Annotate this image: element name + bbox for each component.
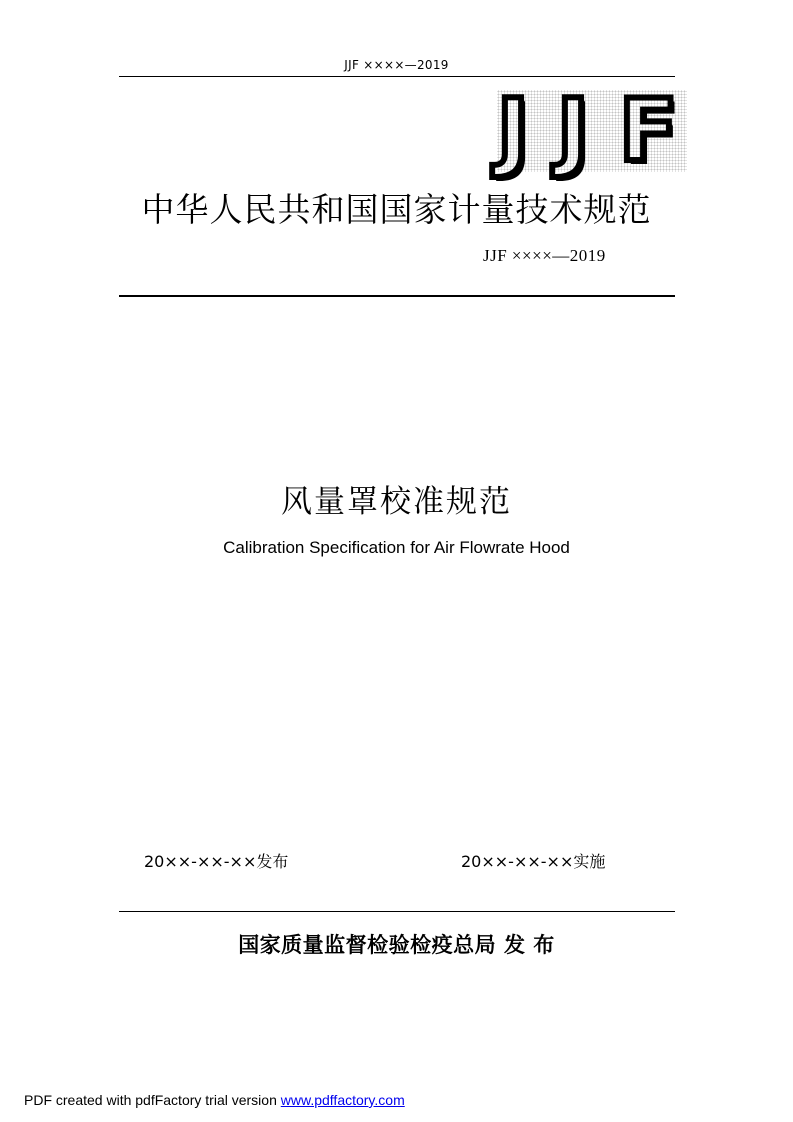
document-title-english: Calibration Specification for Air Flowrate Hood (223, 538, 570, 557)
document-title-chinese: 风量罩校准规范 (281, 484, 512, 520)
logo-letter-j2: J (557, 81, 589, 181)
logo-letter-j1: J (497, 81, 529, 181)
logo-halftone (497, 81, 687, 181)
pdf-footer (24, 1092, 405, 1108)
publisher: 国家质量监督检验检疫总局 发 布 (238, 933, 555, 957)
jjf-logo (497, 81, 687, 181)
publisher-divider (119, 911, 675, 912)
logo-letter-f: F (619, 81, 678, 181)
issue-date: 20××-××-××发布 (144, 852, 289, 871)
title-divider (119, 295, 675, 297)
header-divider (119, 76, 675, 77)
main-title: 中华人民共和国国家计量技术规范 (141, 190, 652, 229)
footer-text: PDF created with pdfFactory trial version (24, 1092, 281, 1108)
footer-link[interactable]: www.pdffactory.com (280, 1092, 405, 1108)
document-number: JJF ××××—2019 (483, 246, 606, 265)
effective-date: 20××-××-××实施 (461, 852, 606, 871)
running-header-code: JJF ××××—2019 (344, 58, 449, 72)
